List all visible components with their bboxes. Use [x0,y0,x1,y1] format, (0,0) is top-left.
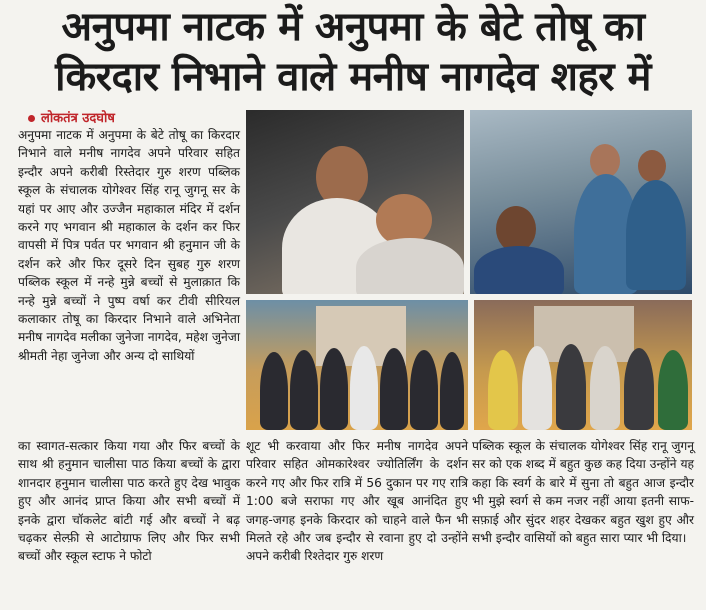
byline-text: लोकतंत्र उदघोष [41,111,115,126]
headline [0,0,706,104]
photo-group-outdoor [470,110,692,294]
photo-school-group [246,300,468,430]
article-column-2 [246,437,468,566]
headline-line-2: किरदार निभाने वाले मनीष नागदेव शहर में [55,54,651,100]
headline-line-1: अनुपमा नाटक में अनुपमा के बेटे तोषू का [61,4,645,50]
paragraph: पब्लिक स्कूल के संचालक योगेश्वर सिंह रानू जुगनू सर को एक शब्द में बहुत कुछ कह दिया उन्होंने यह कहा कि स्वर्ग के बारे में सुना तो बहुत आज इन्दौर भी मुझे स्वर्ग से कम नजर नहीं आया इतनी साफ-सफ़ाई और सुंदर शहर देखकर बहुत खुश हुए और सभी इन्दौर वासियों को बहुत सारा प्यार भी दिया। [472,439,694,546]
photo-selfie-duo [246,110,464,294]
article-column-1-bottom [18,437,240,566]
article-column-3 [472,437,694,547]
article-column-1-top [18,126,240,365]
bullet-icon [28,115,35,122]
paragraph: का स्वागत-सत्कार किया गया और फिर बच्चों के साथ श्री हनुमान चालीसा पाठ किया बच्चों के द्वारा शानदार हनुमान चालीसा पाठ करते हुए देख भावुक हुए और आनंद प्राप्त किया और सभी बच्चों में इनके द्वारा चॉकलेट बांटी गई और बच्चों ने बढ़ चढ़कर सेल्फ़ी से आटोग्राफ लिए और फिर सभी बच्चों और स्कूल स्टाफ ने फोटो [18,439,240,564]
paragraph: अनुपमा नाटक में अनुपमा के बेटे तोषू का किरदार निभाने वाले मनीष नागदेव अपने परिवार सहित इन्दौर अपने करीबी रिस्तेदार गुरु शरण पब्लिक स्कूल के संचालक योगेश्वर सिंह रानू जुगनू सर के यहां पर आए और उज्जैन महाकाल मंदिर में दर्शन करने गए भगवान श्री महाकाल के दर्शन कर फिर वापसी में पित्र पर्वत पर भगवान श्री हनुमान जी के दर्शन करे और फिर दूसरे दिन सुबह गुरु शरण पब्लिक स्कूल में नन्हे मुन्ने बच्चों से मुलाक़ात कि नन्हे मुन्ने बच्चों ने पुष्प वर्षा कर टीवी सीरियल कलाकार तोषू का किरदार निभाने वाले अभिनेता मनीष नागदेव मलीका जुनेजा नागदेव, महेश जुनेजा श्रीमती नेहा जुनेजा और अन्य दो साथियों [18,128,240,363]
photo-family-group [474,300,692,430]
paragraph: शूट भी करवाया और फिर मनीष नागदेव अपने परिवार सहित ओमकारेश्वर ज्योतिर्लिंग के दर्शन करने गए और फिर रात्रि में 56 दुकान पर गए रात्रि 1:00 बजे सराफा गए और खूब आनंदित हुए जगह-जगह इनके किरदार को चाहने वाले फैन भी मिलते रहे और जब इन्दौर से रवाना हुए दो उन्होंने अपने करीबी रिश्तेदार गुरु शरण [246,439,468,564]
byline [28,108,115,126]
